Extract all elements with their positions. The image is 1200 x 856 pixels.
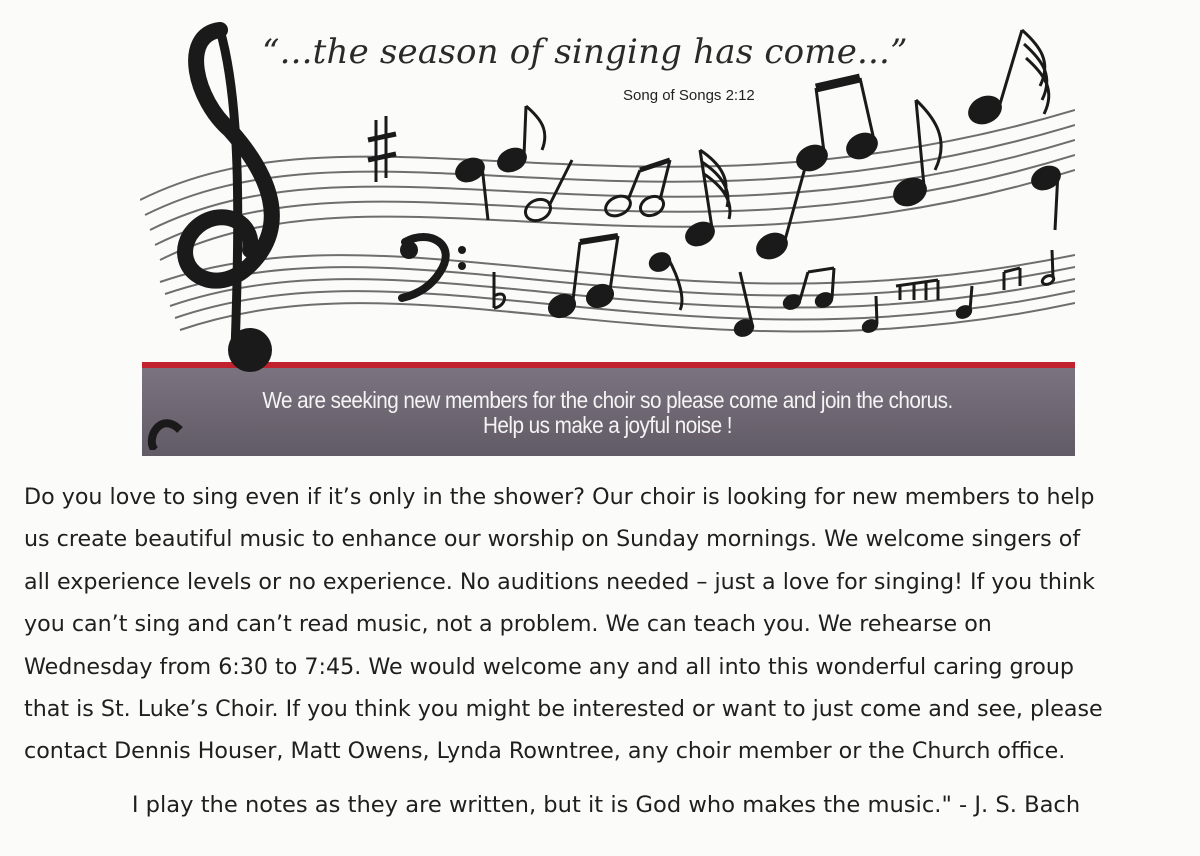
paragraph-line: us create beautiful music to enhance our worship on Sunday mornings. We welcome singers of — [24, 526, 1081, 553]
band-line: We are seeking new members for the choir so please come and join the chorus. — [262, 387, 953, 413]
banner-citation: Song of Songs 2:12 — [623, 87, 755, 104]
banner-quote: “...the season of singing has come...” — [262, 32, 908, 72]
paragraph-line: contact Dennis Houser, Matt Owens, Lynda Rowntree, any choir member or the Church office. — [24, 738, 1066, 765]
paragraph-line: that is St. Luke’s Choir. If you think you might be interested or want to just come and see, please — [24, 696, 1103, 723]
band-line: Help us make a joyful noise ! — [483, 412, 732, 438]
band-message — [140, 388, 1075, 438]
bach-quote: I play the notes as they are written, but it is God who makes the music." - J. S. Bach — [131, 792, 1081, 818]
music-staff-illustration — [140, 10, 1075, 450]
choir-banner — [140, 10, 1075, 450]
bass-clef-icon — [400, 237, 466, 298]
paragraph-line: Wednesday from 6:30 to 7:45. We would welcome any and all into this wonderful caring group — [24, 653, 1074, 680]
paragraph-line: Do you love to sing even if it’s only in the shower? Our choir is looking for new members to help — [24, 484, 1095, 510]
choir-invitation-paragraph — [24, 476, 1200, 773]
paragraph-line: you can’t sing and can’t read music, not a problem. We can teach you. We rehearse on — [24, 611, 992, 638]
paragraph-line: all experience levels or no experience. No auditions needed – just a love for singing! If you think — [24, 568, 1096, 595]
